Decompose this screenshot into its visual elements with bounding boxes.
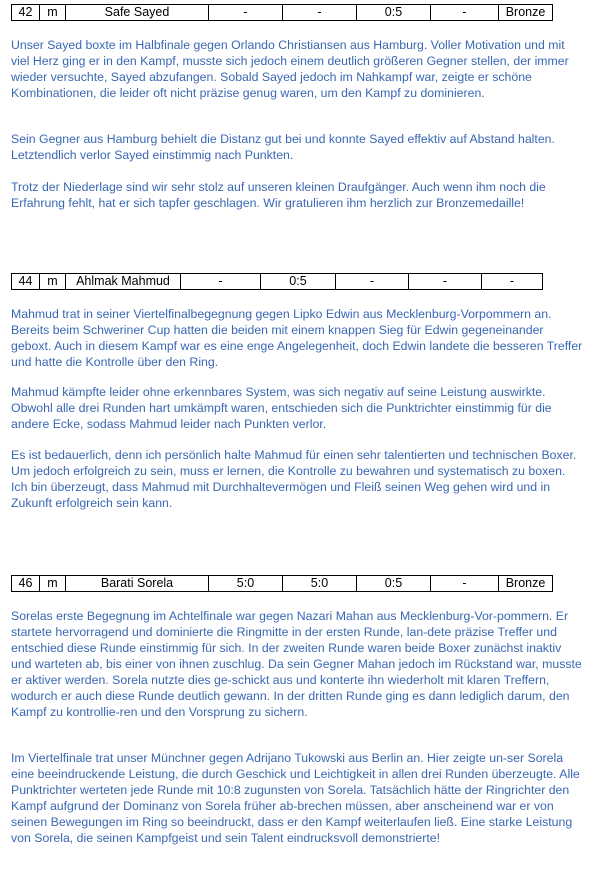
result-table: [11, 273, 543, 290]
table-row: [12, 576, 553, 592]
gender: m: [40, 576, 66, 592]
table-row: [12, 274, 543, 290]
result-round-1: -: [209, 5, 283, 21]
result-round-3: 0:5: [357, 576, 431, 592]
result-round-1: -: [181, 274, 261, 290]
gender: m: [40, 274, 66, 290]
result-round-2: -: [283, 5, 357, 21]
boxer-name: Safe Sayed: [66, 5, 209, 21]
boxer-name: Ahlmak Mahmud: [66, 274, 181, 290]
report-paragraph: Unser Sayed boxte im Halbfinale gegen Orlando Christiansen aus Hamburg. Voller Motivation und mit viel Herz ging er in den Kampf, musste sich jedoch einem deutlich größeren Gegner stellen, der immer wieder versuchte, Sayed abzufangen. Sobald Sayed jedoch im Nahkampf war, zeigte er schöne Kombinationen, die leider oft nicht präzise genug waren, um den Kampf zu dominieren.: [11, 38, 569, 100]
result-round-2: 5:0: [283, 576, 357, 592]
table-row: [12, 5, 553, 21]
result-table: [11, 4, 553, 21]
report-paragraph: Sorelas erste Begegnung im Achtelfinale war gegen Nazari Mahan aus Mecklenburg-Vor-pommern. Er startete hervorragend und dominierte die Ringmitte in der ersten Runde, lan-dete präzise Treffer und entschied diese Runde einstimmig für sich. In der zweiten Runde waren beide Boxer zunächst inaktiv und warteten ab, bis einer von ihnen zuschlug. Da sein Gegner Mahan jedoch im Rückstand war, musste er aktiver werden. Sorela nutzte dies ge-schickt aus und konterte ihn wiederholt mit klaren Treffern, wodurch er auch diese Runde deutlich gewann. In der dritten Runde ging es dann lediglich darum, den Kampf zu kontrollie-ren und den Vorsprung zu sichern.: [11, 609, 582, 719]
placement: Bronze: [499, 5, 553, 21]
result-round-2: 0:5: [261, 274, 336, 290]
result-round-4: -: [431, 5, 499, 21]
result-round-3: -: [336, 274, 409, 290]
report-paragraph: Im Viertelfinale trat unser Münchner gegen Adrijano Tukowski aus Berlin an. Hier zeigte un-ser Sorela eine beeindruckende Leistung, die durch Geschick und Leichtigkeit in allen drei Runden überzeugte. Alle Punktrichter werteten jede Runde mit 10:8 zugunsten von Sorela. Tatsächlich hätte der Ringrichter den Kampf aufgrund der Dominanz von Sorela früher ab-brechen müssen, aber anscheinend war er von seinen Bewegungen im Ring so beeindruckt, dass er den Kampf weiterlaufen ließ. Eine starke Leistung von Sorela, die seinen Kampfgeist und sein Talent eindrucksvoll demonstrierte!: [11, 751, 580, 845]
result-round-3: 0:5: [357, 5, 431, 21]
report-paragraph: Trotz der Niederlage sind wir sehr stolz auf unseren kleinen Draufgänger. Auch wenn ihm noch die Erfahrung fehlt, hat er sich tapfer geschlagen. Wir gratulieren ihm herzlich zur Bronzemedaille!: [11, 180, 546, 210]
weight-class: 44: [12, 274, 40, 290]
weight-class: 46: [12, 576, 40, 592]
report-paragraph: Es ist bedauerlich, denn ich persönlich halte Mahmud für einen sehr talentierten und technischen Boxer. Um jedoch erfolgreich zu sein, muss er lernen, die Kontrolle zu bewahren und systematisch zu boxen. Ich bin überzeugt, dass Mahmud mit Durchhaltevermögen und Fleiß seinen Weg gehen wird und in Zukunft erfolgreich sein kann.: [11, 448, 577, 510]
result-round-4: -: [409, 274, 482, 290]
boxer-name: Barati Sorela: [66, 576, 209, 592]
report-paragraph: Mahmud trat in seiner Viertelfinalbegegnung gegen Lipko Edwin aus Mecklenburg-Vorpommern an. Bereits beim Schweriner Cup hatten die beiden mit einem knappen Sieg für Edwin gegeneinander geboxt. Auch in diesem Kampf war es eine enge Angelegenheit, doch Edwin landete die besseren Treffer und hatte die Kontrolle über den Ring.: [11, 307, 583, 369]
weight-class: 42: [12, 5, 40, 21]
result-table: [11, 575, 553, 592]
report-paragraph: Sein Gegner aus Hamburg behielt die Distanz gut bei und konnte Sayed effektiv auf Abstand halten. Letztendlich verlor Sayed einstimmig nach Punkten.: [11, 132, 555, 162]
report-paragraph: Mahmud kämpfte leider ohne erkennbares System, was sich negativ auf seine Leistung auswirkte. Obwohl alle drei Runden hart umkämpft waren, entschieden sich die Punktrichter einstimmig für die andere Ecke, sodass Mahmud leider nach Punkten verlor.: [11, 385, 552, 431]
placement: -: [482, 274, 543, 290]
gender: m: [40, 5, 66, 21]
result-round-4: -: [431, 576, 499, 592]
placement: Bronze: [499, 576, 553, 592]
result-round-1: 5:0: [209, 576, 283, 592]
